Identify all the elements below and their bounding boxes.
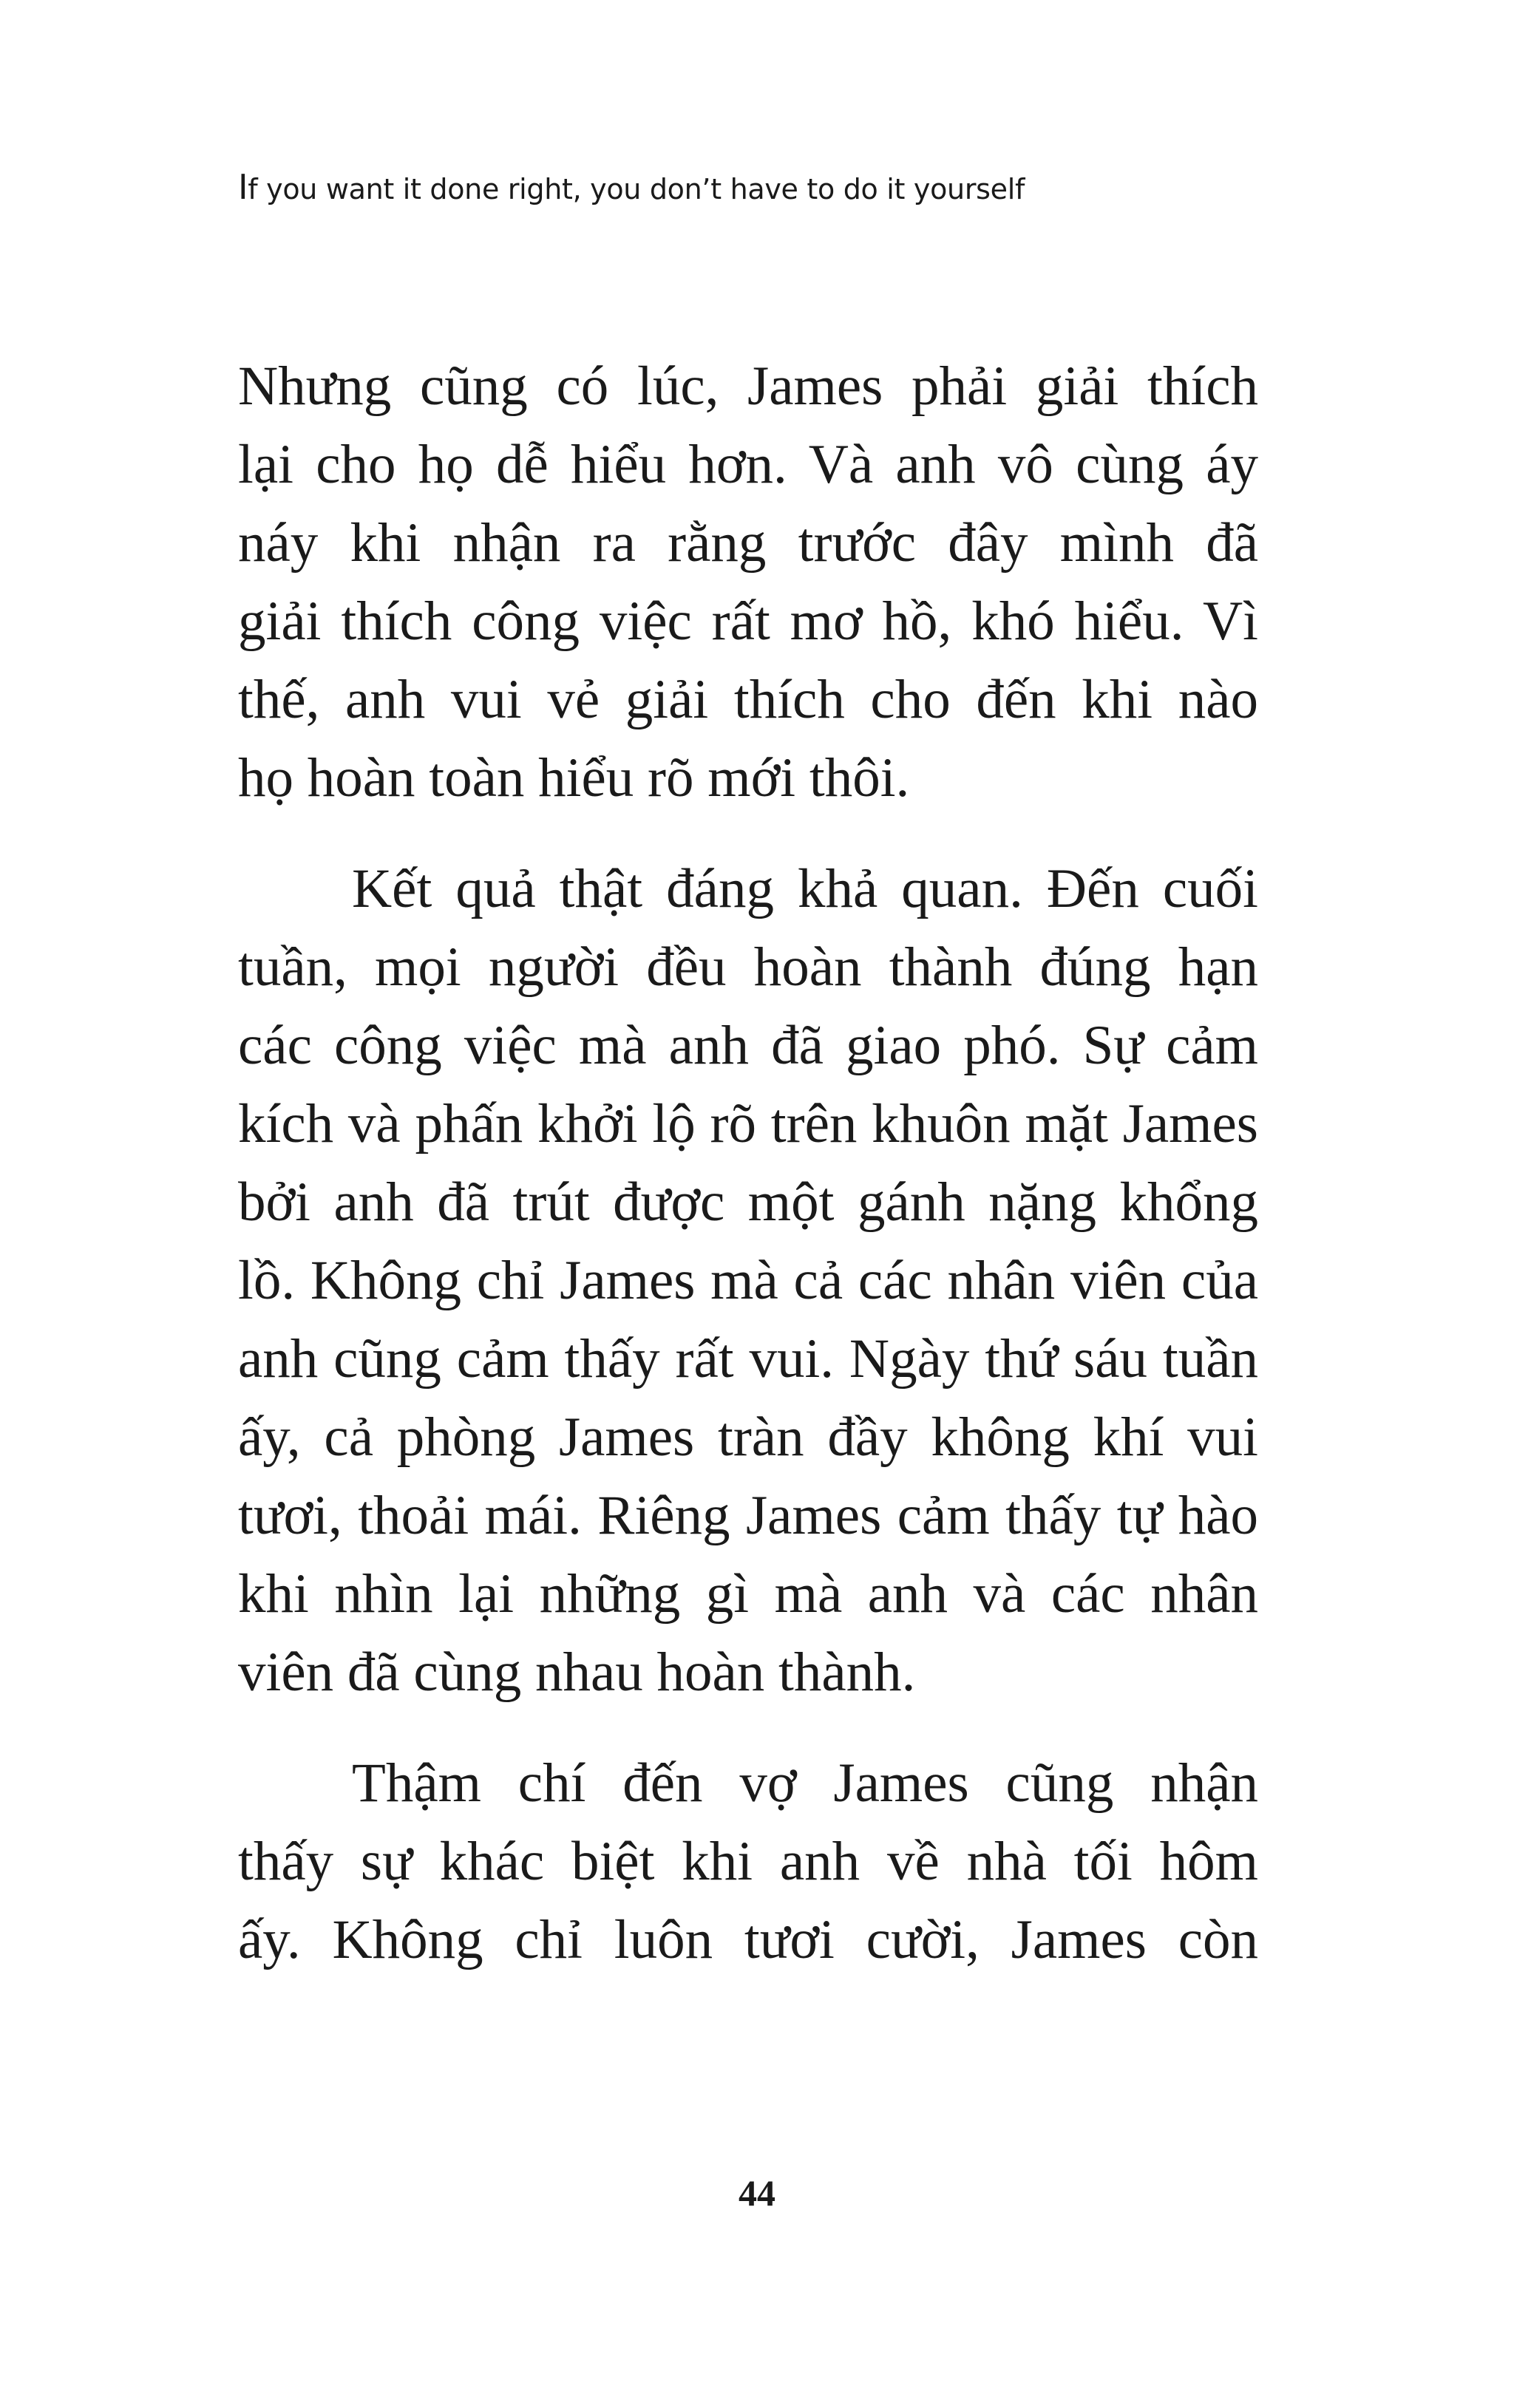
text-line: viên đã cùng nhau hoàn thành. (238, 1642, 916, 1703)
text-line: tươi, thoải mái. Riêng James cảm thấy tự hào (238, 1485, 1258, 1546)
text-line: ấy. Không chỉ luôn tươi cười, James còn (238, 1909, 1258, 1970)
page-number: 44 (739, 2172, 775, 2214)
text-line: ấy, cả phòng James tràn đầy không khí vui (238, 1407, 1258, 1468)
text-line: các công việc mà anh đã giao phó. Sự cảm (238, 1015, 1258, 1076)
text-line: Kết quả thật đáng khả quan. Đến cuối (352, 858, 1258, 919)
text-line: lồ. Không chỉ James mà cả các nhân viên của (238, 1250, 1258, 1311)
running-header (238, 167, 1025, 207)
paragraph-2 (238, 850, 1258, 1712)
text-line: giải thích công việc rất mơ hồ, khó hiểu. Vì (238, 591, 1258, 652)
text-line: náy khi nhận ra rằng trước đây mình đã (238, 512, 1258, 574)
paragraph-3 (238, 1744, 1258, 1979)
running-header-text: f you want it done right, you don’t have to do it yourself (248, 173, 1025, 205)
text-line: thế, anh vui vẻ giải thích cho đến khi nào (238, 669, 1258, 730)
text-line: họ hoàn toàn hiểu rõ mới thôi. (238, 747, 910, 809)
body-text (238, 347, 1258, 1979)
text-line: anh cũng cảm thấy rất vui. Ngày thứ sáu tuần (238, 1328, 1258, 1390)
paragraph-1 (238, 347, 1258, 817)
text-line: khi nhìn lại những gì mà anh và các nhân (238, 1563, 1258, 1625)
text-line: bởi anh đã trút được một gánh nặng khổng (238, 1171, 1258, 1233)
text-line: kích và phấn khởi lộ rõ trên khuôn mặt James (238, 1093, 1258, 1154)
text-line: Thậm chí đến vợ James cũng nhận (352, 1752, 1258, 1814)
text-line: thấy sự khác biệt khi anh về nhà tối hôm (238, 1831, 1258, 1892)
running-header-initial: I (238, 167, 248, 207)
text-line: Nhưng cũng có lúc, James phải giải thích (238, 356, 1258, 417)
text-line: lại cho họ dễ hiểu hơn. Và anh vô cùng áy (238, 434, 1258, 495)
text-line: tuần, mọi người đều hoàn thành đúng hạn (238, 936, 1258, 998)
